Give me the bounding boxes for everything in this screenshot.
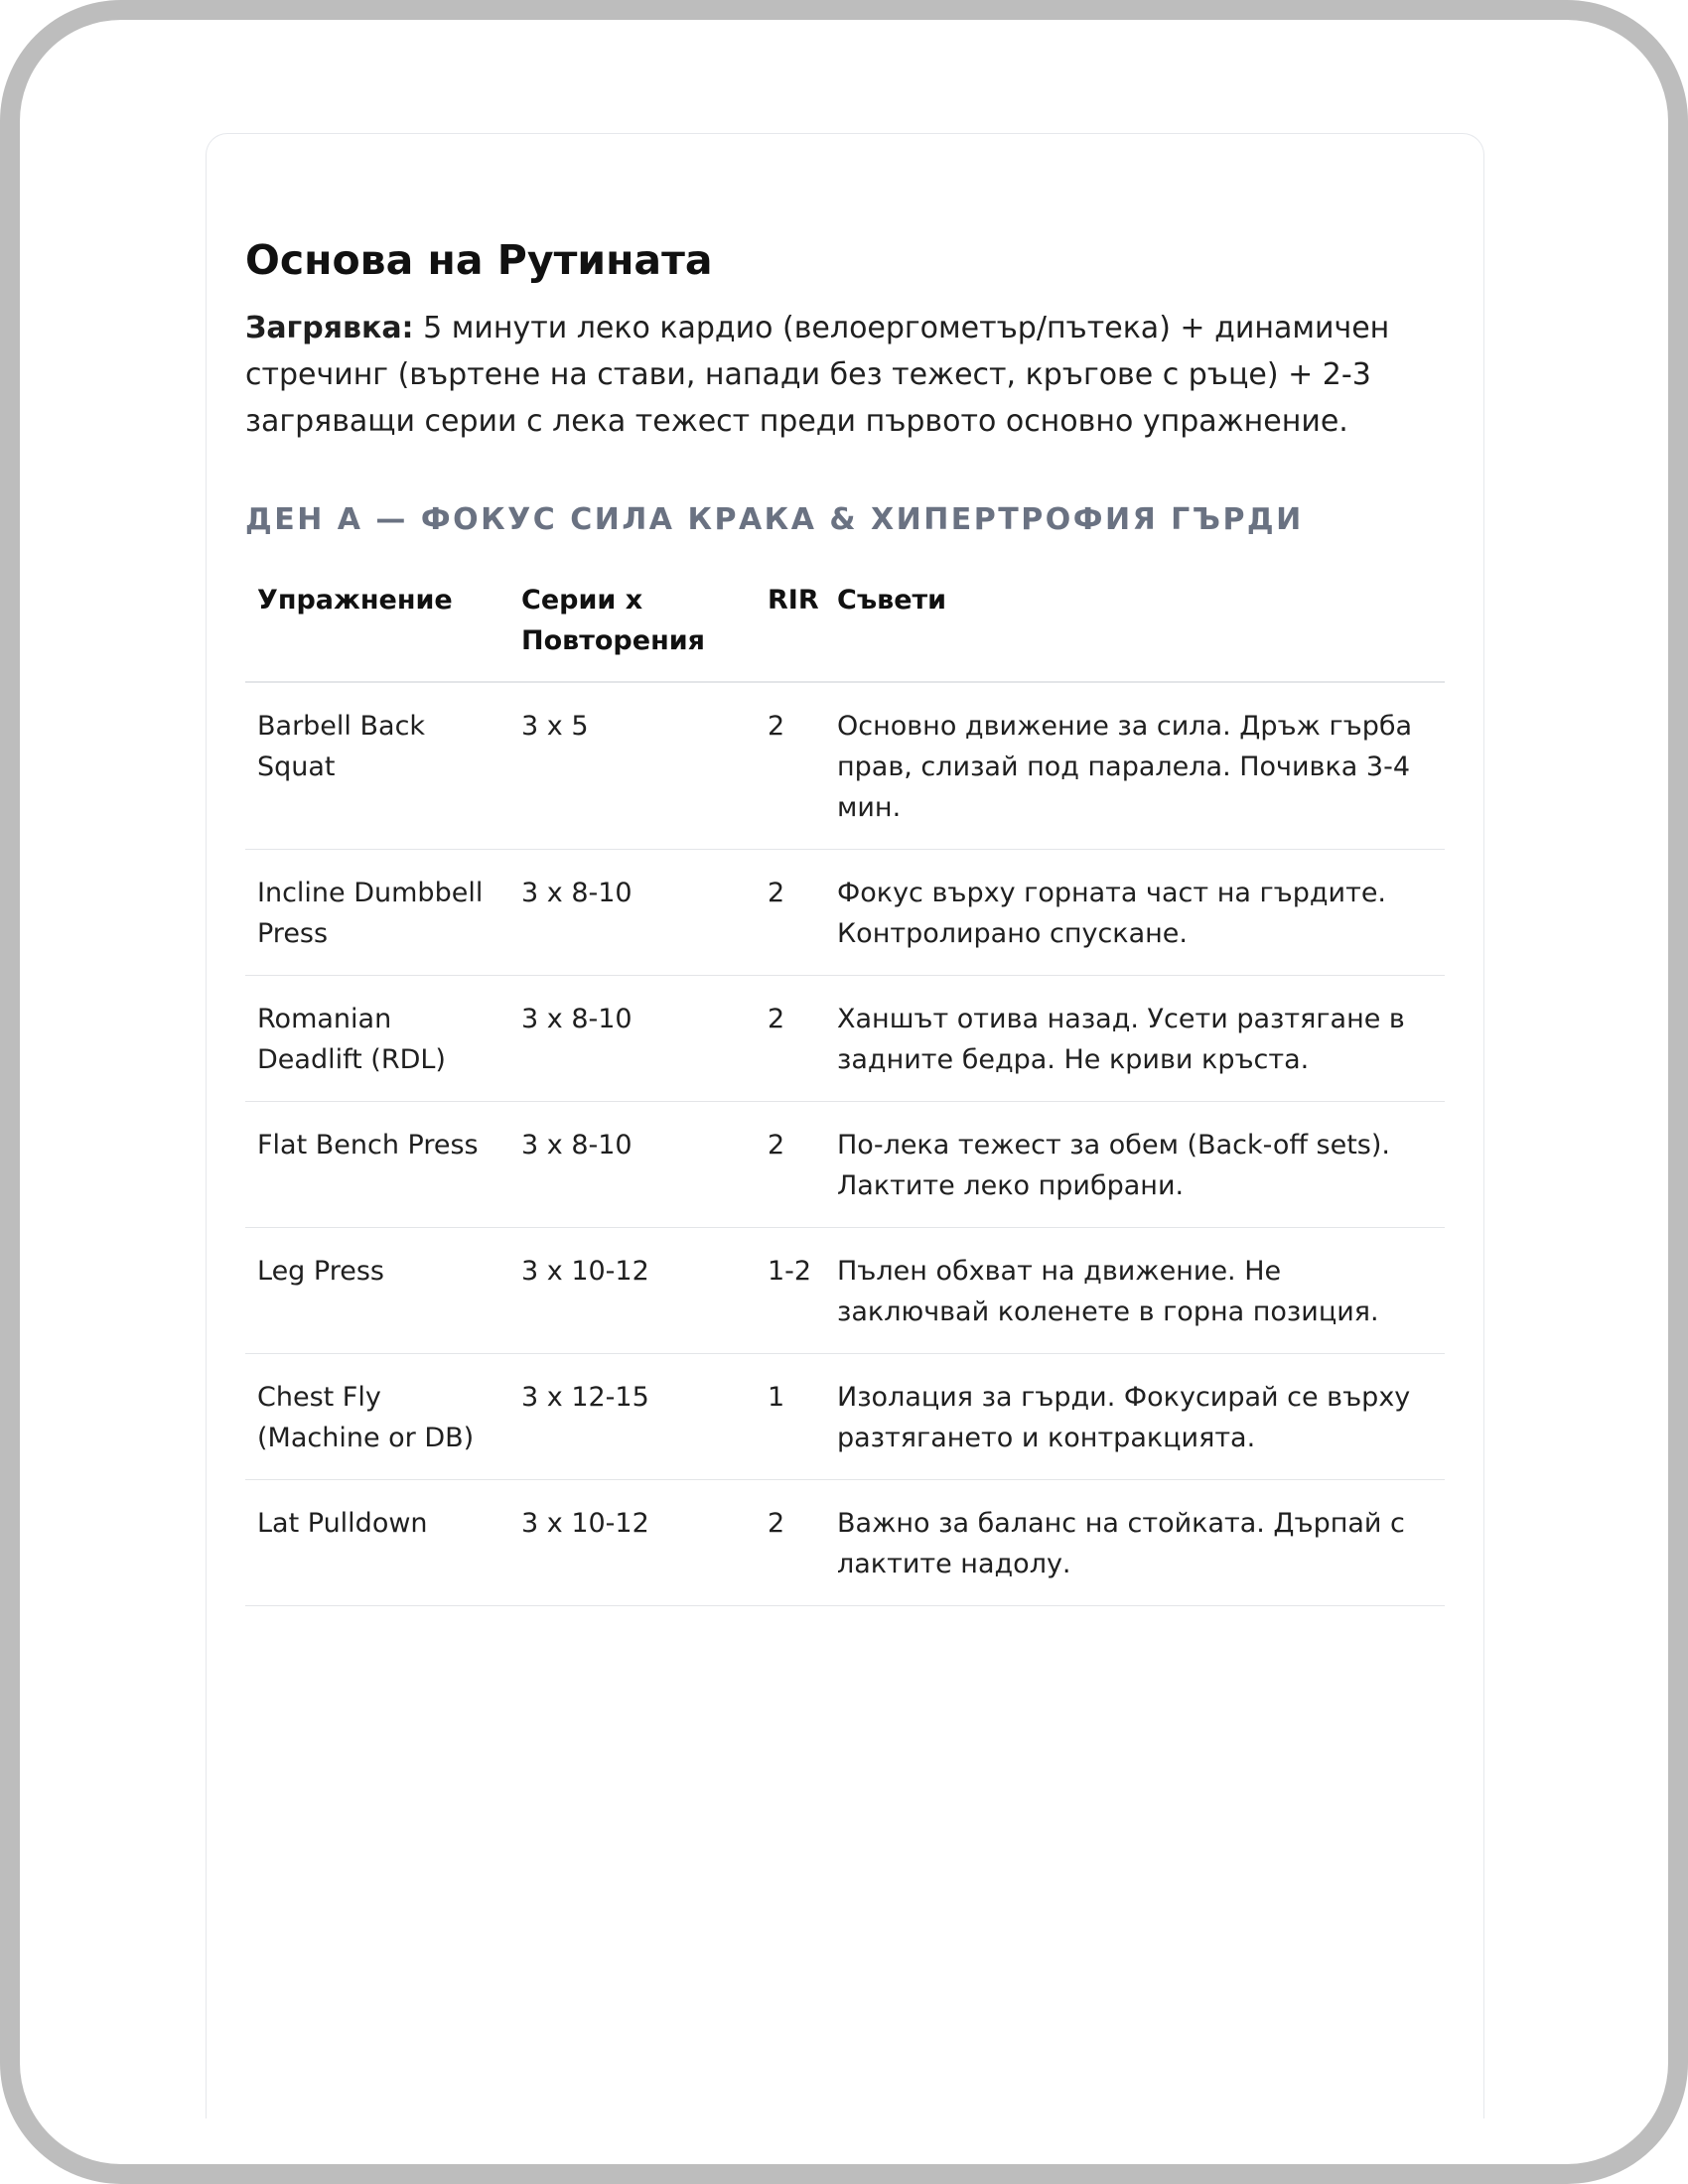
content-card: [206, 133, 1484, 2118]
exercise-cell: Incline Dumbbell Press: [245, 850, 509, 976]
table-row: [245, 1354, 1445, 1480]
exercise-cell: Romanian Deadlift (RDL): [245, 976, 509, 1102]
tips-cell: Пълен обхват на движение. Не заключвай коленете в горна позиция.: [825, 1228, 1445, 1354]
table-row: [245, 682, 1445, 850]
column-header-rir: RIR: [756, 568, 825, 682]
sets-cell: 3 x 5: [509, 682, 756, 850]
rir-cell: 2: [756, 1480, 825, 1606]
table-row: [245, 1102, 1445, 1228]
table-row: [245, 850, 1445, 976]
warmup-paragraph: [245, 305, 1445, 445]
tips-cell: Изолация за гърди. Фокусирай се върху разтягането и контракцията.: [825, 1354, 1445, 1480]
tips-cell: Фокус върху горната част на гърдите. Контролирано спускане.: [825, 850, 1445, 976]
exercise-cell: Lat Pulldown: [245, 1480, 509, 1606]
rir-cell: 1-2: [756, 1228, 825, 1354]
warmup-text: 5 минути леко кардио (велоергометър/пътека) + динамичен стречинг (въртене на стави, напади без тежест, кръгове с ръце) + 2-3 загряващи серии с лека тежест преди първото основно упражнение.: [245, 311, 1390, 439]
exercise-cell: Barbell Back Squat: [245, 682, 509, 850]
page-title: Основа на Рутината: [245, 236, 713, 284]
workout-table: [245, 568, 1445, 1606]
warmup-label: Загрявка:: [245, 311, 414, 345]
rir-cell: 2: [756, 850, 825, 976]
sets-cell: 3 x 10-12: [509, 1228, 756, 1354]
exercise-cell: Chest Fly (Machine or DB): [245, 1354, 509, 1480]
sets-cell: 3 x 12-15: [509, 1354, 756, 1480]
table-row: [245, 1480, 1445, 1606]
exercise-cell: Flat Bench Press: [245, 1102, 509, 1228]
table-row: [245, 976, 1445, 1102]
sets-cell: 3 x 10-12: [509, 1480, 756, 1606]
tips-cell: По-лека тежест за обем (Back-off sets). Лактите леко прибрани.: [825, 1102, 1445, 1228]
table-header-row: [245, 568, 1445, 682]
tips-cell: Основно движение за сила. Дръж гърба прав, слизай под паралела. Почивка 3-4 мин.: [825, 682, 1445, 850]
sets-cell: 3 x 8-10: [509, 1102, 756, 1228]
rir-cell: 1: [756, 1354, 825, 1480]
column-header-tips: Съвети: [825, 568, 1445, 682]
tips-cell: Важно за баланс на стойката. Дърпай с лактите надолу.: [825, 1480, 1445, 1606]
table-row: [245, 1228, 1445, 1354]
sets-cell: 3 x 8-10: [509, 976, 756, 1102]
rir-cell: 2: [756, 976, 825, 1102]
rir-cell: 2: [756, 682, 825, 850]
column-header-exercise: Упражнение: [245, 568, 509, 682]
sets-cell: 3 x 8-10: [509, 850, 756, 976]
tips-cell: Ханшът отива назад. Усети разтягане в задните бедра. Не криви кръста.: [825, 976, 1445, 1102]
rir-cell: 2: [756, 1102, 825, 1228]
day-a-heading: ДЕН А — ФОКУС СИЛА КРАКА & ХИПЕРТРОФИЯ ГЪРДИ: [245, 502, 1304, 537]
column-header-sets: Серии x Повторения: [509, 568, 756, 682]
exercise-cell: Leg Press: [245, 1228, 509, 1354]
